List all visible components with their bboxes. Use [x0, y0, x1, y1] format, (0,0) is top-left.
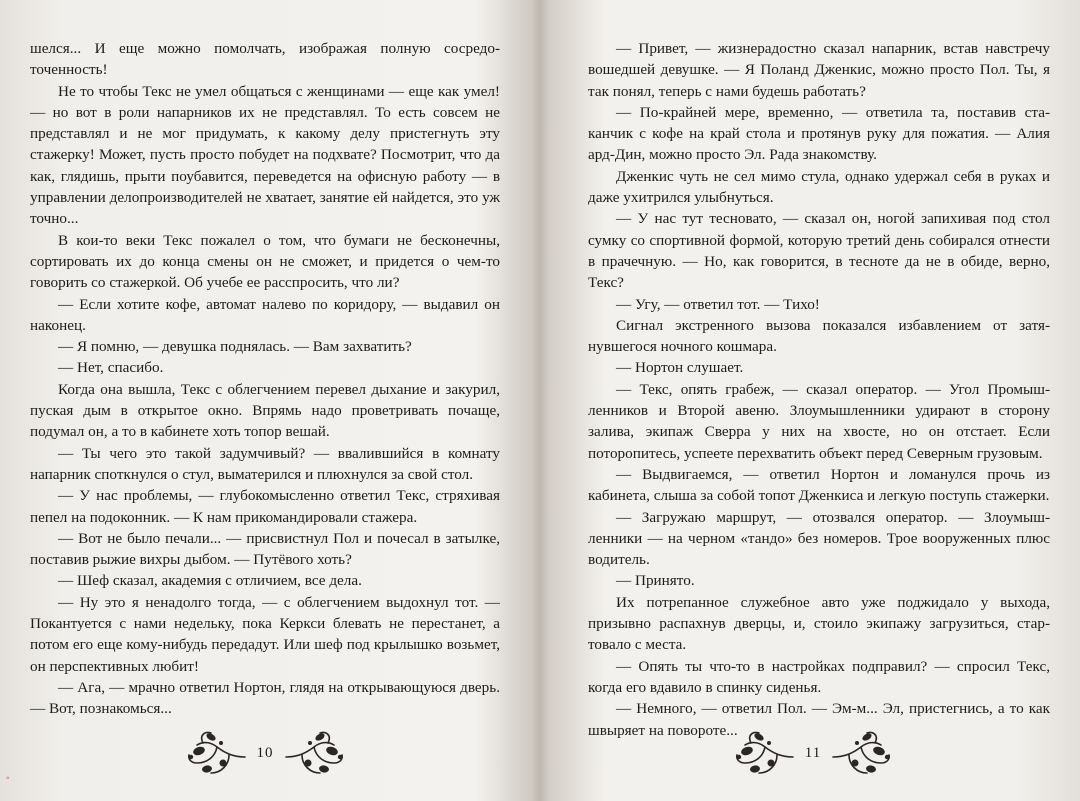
- page-folio-left: [180, 718, 350, 788]
- page-folio-right: [718, 718, 908, 788]
- paragraph: — Принято.: [616, 572, 695, 590]
- right-page-text: [588, 38, 1050, 741]
- paragraph: Сигнал экстренного вызова показался избавлением от затянувшегося ночного кошмара.: [588, 316, 1050, 356]
- paragraph: — Опять ты что-то в настройках подправил? — спросил Текс, когда его вдавило в спинку сиденья.: [588, 657, 1050, 696]
- margin-mark-icon: ◦: [6, 773, 10, 784]
- left-page-text: [30, 38, 500, 720]
- paragraph: Их потрепанное служебное авто уже поджидало у выхода, призывно распахнув дверцы, и, стоило экипажу загрузиться, стартовало с места.: [588, 593, 1050, 654]
- page-number: 11: [804, 744, 822, 761]
- paragraph: — Текс, опять грабеж, — сказал оператор. — Угол Промышленников и Второй авеню. Злоумышленники удирают в сторону залива, экипаж Сверра у них на хвосте, но он отстает. Если поторопитесь, успеете перехватить объект перед Северным грузовым.: [588, 380, 1050, 462]
- paragraph: — Выдвигаемся, — ответил Нортон и ломанулся прочь из кабинета, слыша за собой топот Дженкиса и легкую поступь стажерки.: [588, 465, 1050, 505]
- paragraph: — Нортон слушает.: [616, 359, 744, 377]
- paragraph: Дженкис чуть не сел мимо стула, однако удержал себя в руках и даже ухитрился улыбнуться.: [588, 167, 1050, 207]
- paragraph: — Ну это я ненадолго тогда, — с облегчением выдохнул тот. — Покантуется с нами недельку, пока Керкси блевать не перестанет, а потом его еще кому-нибудь передадут. Или шеф под крылышко возьмет, он перспективных любит!: [30, 593, 500, 675]
- paragraph: — Ты чего это такой задумчивый? — ввалившийся в комнату напарник споткнулся о стул, выматерился и плюхнулся за свой стол.: [30, 444, 500, 483]
- paragraph: — Загружаю маршрут, — отозвался оператор. — Злоумышленники — на черном «тандо» без номеров. Трое вооруженных плюс водитель.: [588, 508, 1050, 569]
- flourish-ornament-icon: [284, 727, 346, 779]
- flourish-ornament-icon: [831, 727, 893, 779]
- paragraph: — Нет, спасибо.: [58, 359, 164, 377]
- paragraph: — Привет, — жизнерадостно сказал напарник, встав навстречу вошедшей девушке. — Я Поланд Дженкис, можно просто Пол. Ты, я так понял, теперь с нами будешь работать?: [588, 40, 1050, 100]
- paragraph: — Немного, — ответил Пол. — Эм-м... Эл, пристегнись, а то как швыряет на повороте...: [588, 700, 1050, 739]
- paragraph: — Вот не было печали... — присвистнул Пол и почесал в затылке, поставив рыжие вихры дыбом. — Путёвого хоть?: [30, 529, 500, 569]
- left-page: [30, 38, 500, 798]
- paragraph: — Я помню, — девушка поднялась. — Вам захватить?: [58, 338, 412, 356]
- paragraph: Когда она вышла, Текс с облегчением перевел дыхание и закурил, пуская дым в открытое окно. Впрямь надо проветривать почаще, подумал он, а то в кабинете хоть топор вешай.: [30, 380, 500, 441]
- paragraph: — Шеф сказал, академия с отличием, все дела.: [58, 572, 362, 590]
- flourish-ornament-icon: [185, 727, 247, 779]
- page-number: 10: [256, 744, 274, 761]
- paragraph: — По-крайней мере, временно, — ответила та, поставив стаканчик с кофе на край стола и протянув руку для пожатия. — Алия ард-Дин, можно просто Эл. Рада знакомству.: [588, 103, 1050, 164]
- paragraph: — Ага, — мрачно ответил Нортон, глядя на открывающуюся дверь. — Вот, познакомься...: [30, 678, 500, 718]
- flourish-ornament-icon: [733, 727, 795, 779]
- paragraph: В кои-то веки Текс пожалел о том, что бумаги не бесконечны, сортировать их до конца смены он не сможет, и придется о чем-то говорить со стажеркой. Об учебе ее расспросить, что ли?: [30, 231, 500, 292]
- paragraph: — У нас проблемы, — глубокомысленно ответил Текс, стряхивая пепел на подоконник. — К нам прикомандировали стажера.: [30, 487, 500, 526]
- paragraph: Не то чтобы Текс не умел общаться с женщинами — еще как умел! — но вот в роли напарников их не представлял. То есть совсем не представлял и не мог придумать, к какому делу пристегнуть эту стажерку! Может, пусть просто побудет на подхвате? Посмотрит, что да как, глядишь, прыти поубавится, переведется на офисную работу — в управлении делопроизводителей не хватает, занятие ей найдется, это уж точно...: [30, 82, 500, 228]
- right-page: [588, 38, 1050, 798]
- paragraph: — Угу, — ответил тот. — Тихо!: [616, 295, 820, 313]
- paragraph: — У нас тут тесновато, — сказал он, ногой запихивая под стол сумку со спортивной формой, которую третий день собирался отнести в прачечную. — Но, как говорится, в тесноте да не в обиде, верно, Текс?: [588, 210, 1050, 292]
- paragraph: — Если хотите кофе, автомат налево по коридору, — выдавил он наконец.: [30, 295, 500, 334]
- paragraph: шелся... И еще можно помолчать, изображая полную сосредоточенность!: [30, 40, 500, 79]
